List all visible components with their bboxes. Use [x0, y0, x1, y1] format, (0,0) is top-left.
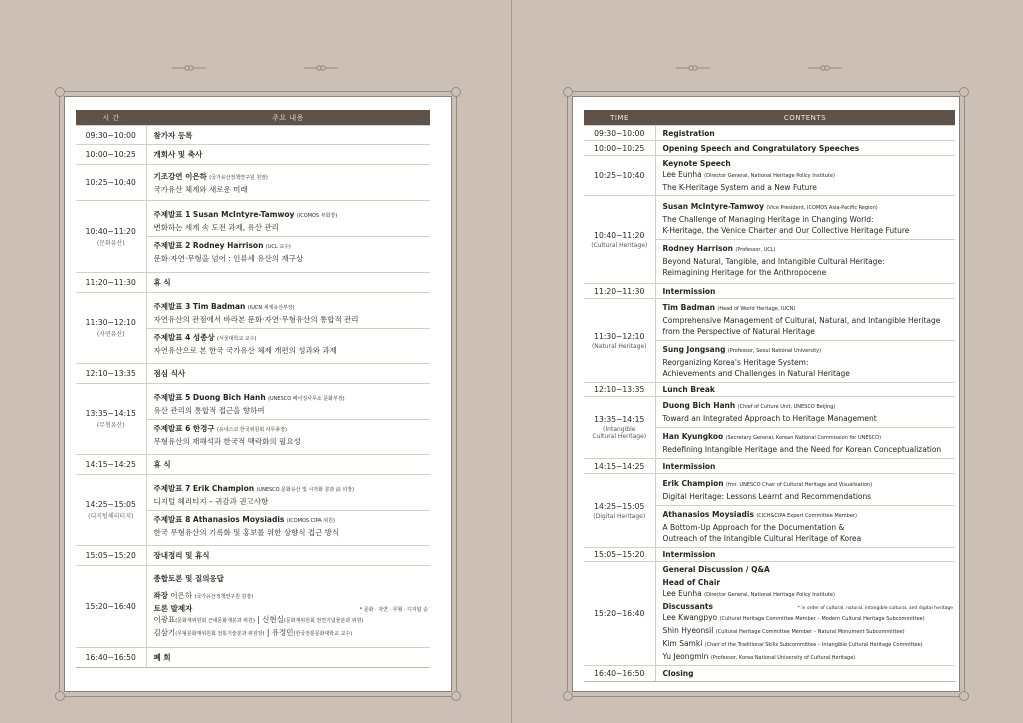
table-row	[584, 562, 955, 666]
time-cell: 15:20~16:40	[584, 562, 655, 666]
presentation-cell	[146, 293, 430, 364]
chair-label: 좌장	[153, 591, 168, 600]
discussant-affiliation: (Cultural Heritage Committee Member – Modern Cultural Heritage Subcommittee)	[719, 615, 925, 622]
table-row	[76, 648, 430, 668]
talk-topic: The K-Heritage System and a New Future	[662, 183, 817, 192]
time-cell: 10:00~10:25	[76, 145, 146, 165]
talk-topic: 유산 관리의 통합적 접근을 향하여	[153, 405, 265, 415]
corner-ornament	[959, 87, 969, 97]
ornament-left-2	[304, 62, 338, 74]
chair-affiliation: (Director General, National Heritage Policy Institute)	[704, 591, 835, 598]
time-cell: 09:30~10:00	[584, 126, 655, 141]
keynote-label: Keynote Speech	[662, 159, 731, 168]
presentation	[147, 328, 431, 359]
corner-ornament	[451, 691, 461, 701]
talk-topic: 문화·자연·무형을 넘어 : 인류세 유산의 재구상	[153, 254, 304, 263]
speaker-name: Athanasios Moysiadis	[662, 509, 754, 519]
time-cell	[76, 475, 146, 546]
header-content: 주요 내용	[146, 110, 430, 126]
presentation-cell	[655, 474, 955, 548]
chair-affiliation: (국가유산정책연구원 원장)	[194, 594, 254, 600]
talk-topic: Outreach of the Intangible Cultural Heritage of Korea	[662, 533, 862, 543]
presentation-cell	[146, 201, 430, 273]
session-category: (Digital Heritage)	[593, 512, 646, 520]
table-header	[584, 110, 955, 126]
speaker-name: Sung Jongsang	[662, 345, 726, 354]
presentation	[656, 397, 956, 427]
table-row	[584, 548, 955, 562]
talk-topic: 무형유산의 재해석과 한국적 맥락화의 필요성	[153, 436, 301, 446]
time-cell	[76, 293, 146, 364]
time-cell: 16:40~16:50	[584, 666, 655, 682]
session-category: (문화유산)	[96, 239, 125, 247]
table-row	[584, 284, 955, 299]
session-category: Cultural Heritage)	[592, 433, 647, 440]
talk-topic: 자연유산의 관점에서 바라본 문화·자연·무형유산의 통합적 관리	[153, 314, 359, 324]
chair-name: Lee Eunha	[662, 588, 702, 598]
session-category: (무형유산)	[96, 422, 125, 429]
ornament-left-1	[172, 62, 206, 74]
table-row	[76, 273, 430, 293]
talk-topic: 자연유산으로 본 한국 국가유산 체제 개편의 성과와 과제	[153, 345, 337, 355]
session-title: 개회사 및 축사	[146, 145, 430, 165]
session-title: Registration	[655, 126, 955, 141]
speaker-title: 주제발표 4 성종상	[153, 332, 215, 342]
talk-topic: Achievements and Challenges in Natural Heritage	[662, 369, 850, 378]
time-cell: 10:00~10:25	[584, 141, 655, 156]
table-row	[76, 455, 430, 475]
talk-topic: A Bottom-Up Approach for the Documentation &	[662, 522, 845, 532]
speaker-affiliation: (ICOMOS 부회장)	[296, 213, 338, 219]
presentation	[147, 236, 431, 267]
table-row	[584, 459, 955, 474]
ornament-right-2	[808, 62, 842, 74]
speaker-title: 주제발표 8 Athanasios Moysiadis	[153, 514, 285, 524]
session-category: (자연유산)	[96, 331, 125, 338]
talk-topic: K-Heritage, the Venice Charter and Our Collective Heritage Future	[662, 226, 910, 235]
presentation	[656, 239, 956, 281]
schedule-table-english	[584, 110, 955, 682]
time-text: 14:25~15:05	[85, 500, 136, 509]
speaker-title: 주제발표 2 Rodney Harrison	[153, 241, 264, 250]
speaker-affiliation: (Head of World Heritage, IUCN)	[717, 306, 796, 312]
presentation-cell	[146, 475, 430, 546]
time-cell	[584, 397, 655, 459]
book-spine	[511, 0, 512, 723]
speaker-affiliation: (서울대학교 교수)	[217, 335, 257, 342]
table-row	[76, 384, 430, 455]
speaker-title: 기조강연 이은하	[153, 171, 207, 181]
time-cell: 15:05~15:20	[584, 548, 655, 562]
discussant-name: 이광표	[153, 615, 176, 624]
time-text: 13:35~14:15	[85, 409, 136, 418]
speaker-affiliation: (UNESCO 베이징사무소 문화부장)	[268, 395, 345, 402]
talk-topic: Comprehensive Management of Cultural, Natural, and Intangible Heritage	[662, 316, 941, 325]
presentation	[147, 419, 431, 450]
time-cell	[584, 474, 655, 548]
speaker-name: Duong Bich Hanh	[662, 401, 736, 410]
time-cell: 10:25~10:40	[76, 165, 146, 201]
speaker-affiliation: (UCL 교수)	[265, 244, 291, 250]
discussant-affiliation: (문화재위원회 천연기념물분과 위원)	[283, 618, 364, 624]
discussion-cell	[655, 562, 955, 666]
presentation-cell	[146, 384, 430, 455]
time-cell: 11:20~11:30	[584, 284, 655, 299]
table-row	[76, 165, 430, 201]
time-cell: 14:15~14:25	[76, 455, 146, 475]
table-row	[76, 126, 430, 145]
session-title: General Discussion / Q&A	[662, 564, 770, 574]
table-row	[76, 201, 430, 273]
header-time: 시 간	[76, 110, 146, 126]
presentation	[147, 480, 431, 510]
speaker-affiliation: (fmr. UNESCO Chair of Cultural Heritage and Visualisation)	[726, 481, 873, 488]
presentation	[147, 389, 431, 419]
presentation	[656, 475, 956, 505]
discussant-name: 김삼기	[153, 628, 176, 637]
session-title: 장내정리 및 휴식	[146, 546, 430, 566]
header-time: TIME	[584, 110, 655, 126]
speaker-affiliation: (Professor, UCL)	[735, 247, 776, 253]
table-row	[76, 293, 430, 364]
discussant-affiliation: (Chair of the Traditional Skills Subcommittee – Intangible Cultural Heritage Committee)	[704, 641, 923, 648]
session-title: 휴 식	[146, 455, 430, 475]
presentation	[656, 299, 956, 340]
talk-topic: 국가유산 체계와 새로운 미래	[153, 184, 248, 194]
talk-topic: from the Perspective of Natural Heritage	[662, 327, 815, 336]
speaker-affiliation: (Professor, Seoul National University)	[727, 348, 822, 354]
discussant-affiliation: (한국전통문화대학교 교수)	[293, 631, 353, 637]
time-text: 11:30~12:10	[85, 318, 136, 327]
time-text: 13:35~14:15	[594, 415, 645, 424]
time-cell: 11:20~11:30	[76, 273, 146, 293]
presentation	[656, 427, 956, 458]
presentation-cell	[655, 299, 955, 383]
speaker-affiliation: (유네스코 한국위원회 사무총장)	[217, 426, 287, 433]
chair-label: Head of Chair	[662, 577, 721, 587]
talk-topic: Reorganizing Korea's Heritage System:	[662, 358, 809, 367]
speaker-title: 주제발표 3 Tim Badman	[153, 301, 246, 311]
discussant-name: Yu Jeongmin	[662, 651, 709, 661]
table-row	[584, 666, 955, 682]
speaker-affiliation: (Secretary General, Korean National Commission for UNESCO)	[725, 435, 882, 441]
corner-ornament	[563, 691, 573, 701]
speaker-title: 주제발표 5 Duong Bich Hanh	[153, 392, 266, 402]
session-title: 종합토론 및 질의응답	[153, 574, 224, 583]
speaker-title: 주제발표 6 한경구	[153, 423, 215, 433]
talk-topic: Toward an Integrated Approach to Heritage Management	[662, 414, 877, 423]
speaker-affiliation: (국가유산정책연구원 원장)	[209, 174, 268, 181]
speaker-affiliation: (UNESCO 문화유산 및 시각화 분과 前 의장)	[256, 486, 355, 493]
presentation	[147, 298, 431, 328]
table-row	[76, 364, 430, 384]
time-text: 10:40~11:20	[594, 230, 645, 240]
talk-topic: 변화하는 세계 속 도전 과제, 유산 관리	[153, 223, 279, 232]
speaker-affiliation: (CICH&CIPA Expert Committee Member)	[756, 512, 857, 519]
discussant-name: Kim Samki	[662, 638, 703, 648]
talk-topic: 디지털 헤리티지 – 귀감과 권고사항	[153, 496, 269, 506]
session-category: (Intangible	[603, 426, 636, 433]
session-title: Lunch Break	[655, 383, 955, 397]
corner-ornament	[959, 691, 969, 701]
session-category: (Natural Heritage)	[591, 342, 647, 350]
session-title: 참가자 등록	[146, 126, 430, 145]
session-title: Closing	[655, 666, 955, 682]
panel-note: * in order of cultural, natural, intangible cultural, and digital heritage	[797, 605, 953, 611]
speaker-affiliation: (ICOMOS CIPA 위원)	[286, 517, 335, 524]
table-row	[584, 474, 955, 548]
discussant-name: Lee Kwangpyo	[662, 612, 718, 622]
presentation-cell	[655, 196, 955, 284]
schedule-table-korean	[76, 110, 430, 668]
time-cell	[76, 384, 146, 455]
session-category: (Cultural Heritage)	[591, 241, 648, 249]
table-row	[584, 299, 955, 383]
table-row	[76, 475, 430, 546]
speaker-affiliation: (Chief of Culture Unit, UNESCO Beijing)	[737, 404, 836, 410]
table-row	[584, 156, 955, 196]
talk-topic: 한국 무형유산의 기록화 및 홍보를 위한 상향식 접근 방식	[153, 527, 340, 537]
speaker-name: Tim Badman	[662, 303, 715, 312]
presentation	[656, 505, 956, 547]
discussant-name: Shin Hyeonsil	[662, 625, 714, 635]
talk-topic: Reimagining Heritage for the Anthropocene	[662, 268, 827, 277]
discussant-affiliation: (무형문화재위원회 전통기술분과 위원장)	[175, 631, 265, 637]
table-row	[584, 141, 955, 156]
talk-topic: Beyond Natural, Tangible, and Intangible Cultural Heritage:	[662, 257, 885, 266]
time-cell: 14:15~14:25	[584, 459, 655, 474]
table-row	[76, 546, 430, 566]
time-cell: 15:20~16:40	[76, 566, 146, 648]
speaker-name: Han Kyungkoo	[662, 432, 724, 441]
talk-topic: Redefining Intangible Heritage and the Need for Korean Conceptualization	[662, 445, 942, 454]
table-header	[76, 110, 430, 126]
talk-topic: Digital Heritage: Lessons Learnt and Recommendations	[662, 491, 872, 501]
panel-label: 토론 발제자	[153, 604, 193, 613]
speaker-name: Rodney Harrison	[662, 244, 733, 253]
presentation	[656, 340, 956, 382]
time-text: 10:40~11:20	[85, 226, 136, 236]
presentation	[656, 198, 956, 239]
panel-note: * 문화 · 자연 · 무형 · 디지털 순	[359, 607, 428, 613]
panel-label: Discussants	[662, 601, 713, 611]
speaker-affiliation: (IUCN 세계유산부장)	[247, 304, 295, 311]
discussant-name: 신현실	[262, 615, 284, 624]
speaker-title: 주제발표 1 Susan McIntyre-Tamwoy	[153, 210, 295, 219]
time-text: 14:25~15:05	[594, 501, 645, 511]
discussant-affiliation: (Professor, Korea National University of Cultural Heritage)	[710, 654, 856, 661]
speaker-name: Lee Eunha	[662, 170, 702, 179]
presentation	[147, 510, 431, 541]
table-row	[76, 566, 430, 648]
corner-ornament	[55, 691, 65, 701]
table-row	[584, 126, 955, 141]
speaker-title: 주제발표 7 Erik Champion	[153, 483, 255, 493]
presentation-cell	[655, 397, 955, 459]
session-title: Intermission	[655, 284, 955, 299]
table-row	[584, 397, 955, 459]
discussant-affiliation: (Cultural Heritage Committee Member – Natural Monument Subcommittee)	[715, 628, 905, 635]
session-title: Intermission	[655, 459, 955, 474]
time-cell: 12:10~13:35	[76, 364, 146, 384]
keynote-cell	[655, 156, 955, 196]
session-title: 휴 식	[146, 273, 430, 293]
speaker-affiliation: (Vice President, ICOMOS Asia-Pacific Region)	[766, 205, 878, 211]
time-text: 11:30~12:10	[594, 331, 645, 341]
talk-topic: The Challenge of Managing Heritage in Changing World:	[662, 215, 874, 224]
time-cell: 15:05~15:20	[76, 546, 146, 566]
chair-name: 이은하	[170, 591, 193, 600]
ornament-right-1	[676, 62, 710, 74]
discussant-name: 유정민	[271, 628, 294, 637]
discussant-affiliation: (문화재위원회 근대문화재분과 위원)	[175, 618, 255, 624]
table-row	[584, 196, 955, 284]
time-cell: 12:10~13:35	[584, 383, 655, 397]
discussion-cell: 종합토론 및 질의응답 좌장 이은하 (국가유산정책연구원 원장) 토론 발제자 * 문화 · 자연 · 무형 · 디지털 순 이광표(문화재위원회 근대문화재분과 위원) | 신현실(문화재위원회 천연기념물분과 위원) 김삼기(무형문화재위원회 전통기술분과 위원장) | 유정민(한국전통문화대학교 교수)	[146, 566, 430, 648]
speaker-affiliation: (Director General, National Heritage Policy Institute)	[704, 173, 835, 179]
session-title: 폐 회	[146, 648, 430, 668]
time-cell	[76, 201, 146, 273]
presentation	[147, 206, 431, 236]
time-cell: 16:40~16:50	[76, 648, 146, 668]
speaker-name: Susan McIntyre-Tamwoy	[662, 202, 765, 211]
speaker-name: Erik Champion	[662, 478, 724, 488]
header-content: CONTENTS	[655, 110, 955, 126]
time-cell	[584, 299, 655, 383]
time-cell: 09:30~10:00	[76, 126, 146, 145]
session-category: (디지털헤리티지)	[88, 513, 134, 520]
time-cell: 10:25~10:40	[584, 156, 655, 196]
keynote-cell	[146, 165, 430, 201]
table-row	[584, 383, 955, 397]
session-title: Opening Speech and Congratulatory Speeches	[655, 141, 955, 156]
session-title: Intermission	[655, 548, 955, 562]
time-cell	[584, 196, 655, 284]
corner-ornament	[451, 87, 461, 97]
session-title: 점심 식사	[146, 364, 430, 384]
table-row	[76, 145, 430, 165]
